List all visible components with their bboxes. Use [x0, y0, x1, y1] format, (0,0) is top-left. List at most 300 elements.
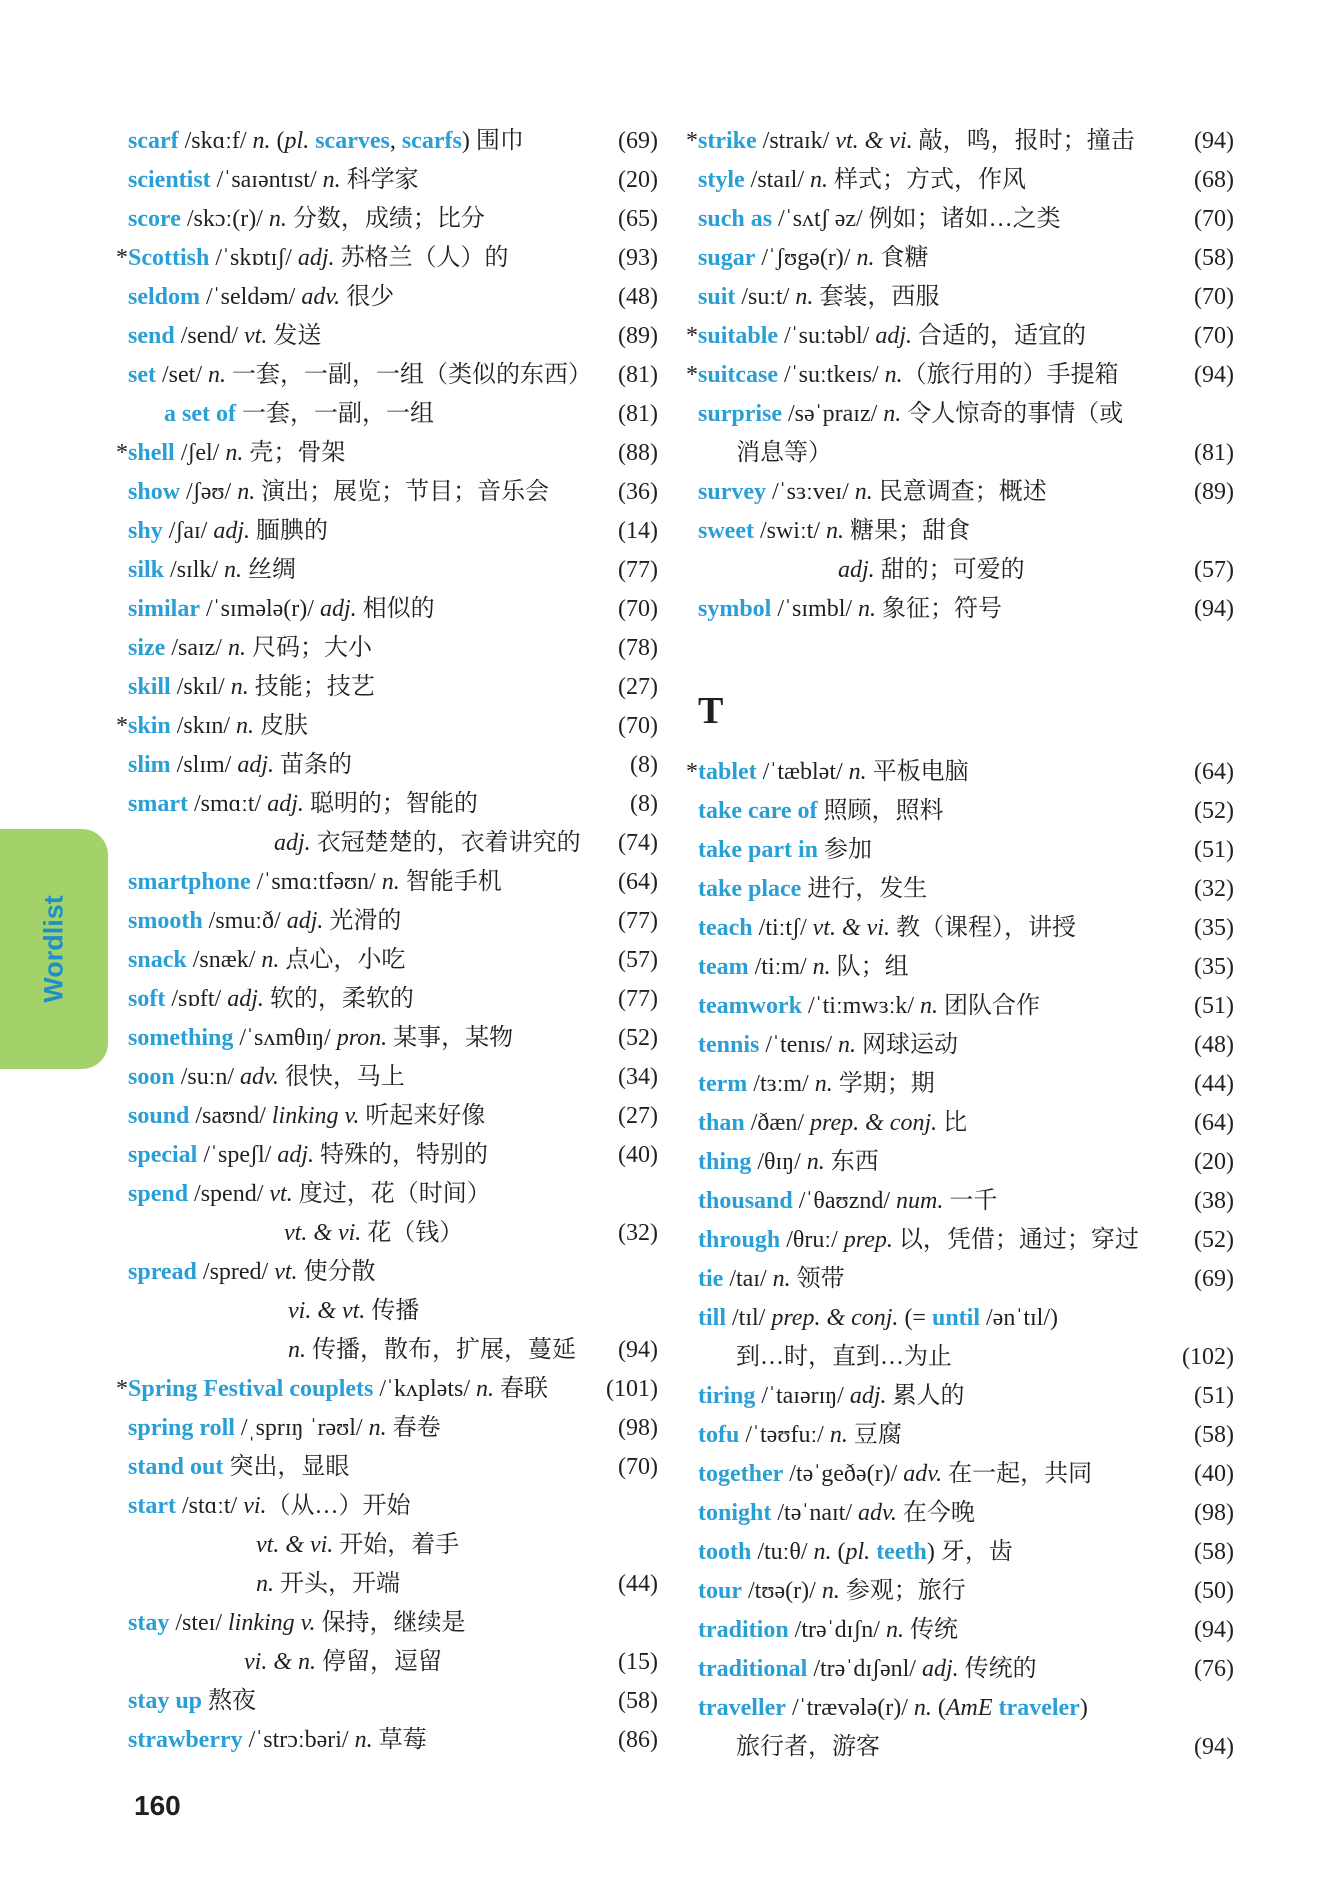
- entry-text: /skɔː(r)/: [180, 206, 269, 232]
- entry-text: 科学家: [340, 167, 419, 193]
- entry-text: 平板电脑: [866, 759, 969, 785]
- headword: suitcase: [698, 362, 778, 388]
- headword: tradition: [698, 1617, 789, 1643]
- headword: soon: [128, 1064, 175, 1090]
- unit-page-ref: (52): [1194, 1227, 1234, 1253]
- entry-line: [698, 434, 1234, 473]
- entry-text: (: [270, 128, 285, 154]
- entry-text: /θruː/: [780, 1227, 844, 1253]
- entry-text: 某事，某物: [387, 1025, 514, 1051]
- entry-line: [128, 1175, 658, 1214]
- entry-line: [698, 831, 1234, 870]
- entry-text: /tɜːm/: [747, 1071, 815, 1097]
- entry-line: [698, 1143, 1234, 1182]
- entry-line: [698, 590, 1234, 629]
- entry-text: （旅行用的）手提箱: [902, 362, 1119, 388]
- entry-text: /ˈθaʊznd/: [792, 1188, 897, 1214]
- entry-line: [698, 909, 1234, 948]
- entry-text: /sɪlk/: [164, 557, 225, 583]
- new-word-asterisk: *: [686, 759, 698, 785]
- entry-text: /stɑːt/: [175, 1493, 244, 1519]
- unit-page-ref: (78): [618, 635, 658, 661]
- headword: tablet: [698, 759, 757, 785]
- entry-line: [698, 1065, 1234, 1104]
- part-of-speech: n.: [261, 947, 280, 973]
- headword: suit: [698, 284, 736, 310]
- unit-page-ref: (70): [618, 1454, 658, 1480]
- part-of-speech: adv.: [903, 1461, 943, 1487]
- s-entries: [686, 122, 1234, 629]
- entry-text: 传播: [365, 1298, 420, 1324]
- entry-text: /ˈsɪmələ(r)/: [200, 596, 320, 622]
- part-of-speech: adj.: [921, 1656, 959, 1682]
- entry-text: /ðæn/: [744, 1110, 811, 1136]
- entry-text: 腼腆的: [250, 518, 329, 544]
- entry-text: /saʊnd/: [189, 1103, 272, 1129]
- part-of-speech: n.: [354, 1727, 373, 1753]
- new-word-asterisk: *: [686, 362, 698, 388]
- headword: skin: [128, 713, 171, 739]
- unit-page-ref: (35): [1194, 954, 1234, 980]
- entry-text: 草莓: [372, 1727, 427, 1753]
- headword: tonight: [698, 1500, 772, 1526]
- entry-line: [698, 200, 1234, 239]
- headword: take part in: [698, 837, 818, 863]
- headword: style: [698, 167, 745, 193]
- entry-line: [128, 278, 658, 317]
- unit-page-ref: (20): [618, 167, 658, 193]
- entry-text: 度过，花（时间）: [292, 1181, 491, 1207]
- entry-text: /send/: [174, 323, 245, 349]
- entry-text: /ˈkʌpləts/: [373, 1376, 476, 1402]
- entry-text: (: [931, 1695, 946, 1721]
- entry-text: 衣冠楚楚的，衣着讲究的: [310, 830, 581, 856]
- headword: term: [698, 1071, 748, 1097]
- headword: sugar: [698, 245, 756, 271]
- entry-line: [128, 317, 658, 356]
- part-of-speech: adj.: [286, 908, 324, 934]
- entry-line: [128, 941, 658, 980]
- entry-line: [698, 1221, 1234, 1260]
- part-of-speech: AmE: [945, 1695, 993, 1721]
- headword: scarfs: [401, 128, 462, 154]
- entry-text: /saɪz/: [165, 635, 228, 661]
- headword: seldom: [128, 284, 200, 310]
- part-of-speech: n.: [288, 1337, 306, 1363]
- headword: scarf: [128, 128, 179, 154]
- entry-text: /ˈsɪmbl/: [771, 596, 859, 622]
- part-of-speech: n.: [814, 1071, 833, 1097]
- unit-page-ref: (51): [1194, 837, 1234, 863]
- part-of-speech: vt. & vi.: [812, 915, 890, 941]
- entry-line: [128, 1409, 658, 1448]
- headword: shy: [128, 518, 163, 544]
- entry-line: [128, 1565, 658, 1604]
- unit-page-ref: (88): [618, 440, 658, 466]
- side-tab-label: Wordlist: [38, 895, 69, 1003]
- unit-page-ref: (89): [1194, 479, 1234, 505]
- part-of-speech: linking v.: [271, 1103, 360, 1129]
- entry-line: [128, 1721, 658, 1760]
- headword: snack: [128, 947, 187, 973]
- entry-text: /ˈtiːmwɜːk/: [801, 993, 921, 1019]
- entry-text: 合适的，适宜的: [912, 323, 1087, 349]
- entry-line: [698, 1455, 1234, 1494]
- unit-page-ref: (35): [1194, 915, 1234, 941]
- part-of-speech: n.: [252, 128, 271, 154]
- entry-text: /swiːt/: [753, 518, 826, 544]
- entry-text: /slɪm/: [170, 752, 238, 778]
- entry-text: /ʃaɪ/: [162, 518, 214, 544]
- entry-text: /ˈsɜːveɪ/: [766, 479, 855, 505]
- entry-line: [686, 317, 1234, 356]
- part-of-speech: adj.: [319, 596, 357, 622]
- entry-line: [128, 1448, 658, 1487]
- headword: traveler: [998, 1695, 1080, 1721]
- entry-line: [698, 1299, 1234, 1338]
- part-of-speech: vi. & n.: [244, 1649, 316, 1675]
- entry-text: 到…时，直到…为止: [736, 1344, 952, 1370]
- headword: spring roll: [128, 1415, 235, 1441]
- headword: start: [128, 1493, 176, 1519]
- unit-page-ref: (94): [1194, 128, 1234, 154]
- entry-text: 豆腐: [847, 1422, 902, 1448]
- unit-page-ref: (81): [618, 362, 658, 388]
- unit-page-ref: (51): [1194, 993, 1234, 1019]
- entry-line: [128, 629, 658, 668]
- entry-text: 传播，散布，扩展，蔓延: [306, 1337, 576, 1363]
- entry-line: [116, 707, 658, 746]
- unit-page-ref: (8): [630, 752, 658, 778]
- headword: tiring: [698, 1383, 756, 1409]
- part-of-speech: n.: [227, 635, 246, 661]
- unit-page-ref: (44): [1194, 1071, 1234, 1097]
- entry-text: 很快，马上: [278, 1064, 405, 1090]
- part-of-speech: n.: [230, 674, 249, 700]
- unit-page-ref: (36): [618, 479, 658, 505]
- part-of-speech: n.: [856, 245, 875, 271]
- entry-text: /ˈtəʊfuː/: [739, 1422, 830, 1448]
- entry-text: ,: [389, 128, 402, 154]
- headword: traveller: [698, 1695, 786, 1721]
- entry-text: 传统: [903, 1617, 958, 1643]
- part-of-speech: adj.: [274, 830, 311, 856]
- part-of-speech: adj.: [297, 245, 335, 271]
- headword: tofu: [698, 1422, 740, 1448]
- part-of-speech: n.: [848, 759, 867, 785]
- entry-text: /smuːð/: [202, 908, 287, 934]
- part-of-speech: n.: [858, 596, 877, 622]
- headword: sweet: [698, 518, 754, 544]
- entry-text: （从…）开始: [266, 1493, 411, 1519]
- entry-text: 突出，显眼: [223, 1454, 350, 1480]
- entry-text: /steɪ/: [169, 1610, 229, 1636]
- entry-text: /skɪn/: [170, 713, 237, 739]
- entry-text: /ˈsmɑːtfəʊn/: [250, 869, 382, 895]
- entry-text: 进行，发生: [801, 876, 928, 902]
- entry-text: /set/: [155, 362, 208, 388]
- entry-text: /ˈsuːtkeɪs/: [778, 362, 885, 388]
- entry-text: 传统的: [958, 1656, 1037, 1682]
- entry-text: /ˈʃʊgə(r)/: [755, 245, 857, 271]
- unit-page-ref: (70): [1194, 206, 1234, 232]
- part-of-speech: vi.: [243, 1493, 267, 1519]
- part-of-speech: adv.: [301, 284, 341, 310]
- entry-text: 停留，逗留: [316, 1649, 442, 1675]
- entry-text: (=: [898, 1305, 932, 1331]
- entry-text: 春联: [494, 1376, 548, 1402]
- headword: show: [128, 479, 181, 505]
- entry-text: /ˈspeʃl/: [197, 1142, 278, 1168]
- part-of-speech: n.: [825, 518, 844, 544]
- entry-line: [698, 473, 1234, 512]
- entry-text: 软的，柔软的: [263, 986, 414, 1012]
- entry-text: 旅行者，游客: [736, 1734, 880, 1760]
- part-of-speech: n.: [322, 167, 341, 193]
- entry-text: 开始，着手: [333, 1532, 460, 1558]
- entry-text: 发送: [267, 323, 322, 349]
- new-word-asterisk: *: [116, 1376, 128, 1402]
- headword: till: [698, 1305, 726, 1331]
- entry-text: 在一起，共同: [942, 1461, 1093, 1487]
- headword: than: [698, 1110, 745, 1136]
- entry-line: [686, 753, 1234, 792]
- entry-text: /sɒft/: [165, 986, 228, 1012]
- entry-text: (: [831, 1539, 846, 1565]
- entry-line: [128, 395, 658, 434]
- entry-text: /səˈpraɪz/: [782, 401, 884, 427]
- headword: stay up: [128, 1688, 203, 1714]
- entry-text: 教（课程），讲授: [889, 915, 1076, 941]
- entry-text: 在今晚: [896, 1500, 975, 1526]
- headword: surprise: [698, 401, 782, 427]
- unit-page-ref: (40): [1194, 1461, 1234, 1487]
- entry-text: 丝绸: [242, 557, 297, 583]
- entry-text: 学期；期: [832, 1071, 935, 1097]
- part-of-speech: pl.: [845, 1539, 871, 1565]
- page-number: 160: [134, 1790, 181, 1821]
- unit-page-ref: (76): [1194, 1656, 1234, 1682]
- entry-text: /suːn/: [174, 1064, 241, 1090]
- entry-text: /tɪl/: [726, 1305, 772, 1331]
- part-of-speech: num.: [896, 1188, 944, 1214]
- part-of-speech: pron.: [336, 1025, 388, 1051]
- entry-line: [128, 1019, 658, 1058]
- unit-page-ref: (52): [1194, 798, 1234, 824]
- entry-text: /θɪŋ/: [751, 1149, 807, 1175]
- entry-text: /straɪk/: [756, 128, 836, 154]
- entry-text: 甜的；可爱的: [874, 557, 1025, 583]
- entry-text: 一套，一副，一组: [235, 401, 434, 427]
- entry-text: 团队合作: [938, 993, 1041, 1019]
- entry-text: 网球运动: [856, 1032, 959, 1058]
- entry-line: [128, 668, 658, 707]
- part-of-speech: n.: [237, 479, 256, 505]
- part-of-speech: n.: [225, 440, 244, 466]
- part-of-speech: adv.: [240, 1064, 279, 1090]
- headword: tie: [698, 1266, 724, 1292]
- unit-page-ref: (20): [1194, 1149, 1234, 1175]
- entry-line: [128, 122, 658, 161]
- entry-line: [128, 980, 658, 1019]
- entry-line: [128, 200, 658, 239]
- unit-page-ref: (94): [1194, 1617, 1234, 1643]
- unit-page-ref: (70): [618, 596, 658, 622]
- headword: a set of: [164, 401, 236, 427]
- part-of-speech: n.: [920, 993, 939, 1019]
- entry-text: 消息等）: [736, 440, 832, 466]
- headword: stand out: [128, 1454, 224, 1480]
- entry-text: /suːt/: [735, 284, 796, 310]
- headword: shell: [128, 440, 175, 466]
- headword: skill: [128, 674, 171, 700]
- entry-text: 一套，一副，一组（类似的东西）: [225, 362, 592, 388]
- entry-text: 演出；展览；节目；音乐会: [255, 479, 550, 505]
- entry-text: 尺码；大小: [245, 635, 372, 661]
- entry-text: /ˈtæblət/: [756, 759, 849, 785]
- entry-line: [128, 1292, 658, 1331]
- part-of-speech: n.: [812, 954, 831, 980]
- headword: scientist: [128, 167, 211, 193]
- part-of-speech: n.: [885, 1617, 904, 1643]
- part-of-speech: n.: [795, 284, 814, 310]
- headword: scarves: [315, 128, 390, 154]
- entry-line: [698, 1104, 1234, 1143]
- headword: thing: [698, 1149, 752, 1175]
- unit-page-ref: (14): [618, 518, 658, 544]
- unit-page-ref: (74): [618, 830, 658, 856]
- part-of-speech: n.: [236, 713, 255, 739]
- section-letter: T: [698, 690, 724, 732]
- headword: teeth: [876, 1539, 927, 1565]
- part-of-speech: adj.: [227, 986, 264, 1012]
- entry-line: [128, 473, 658, 512]
- unit-page-ref: (70): [1194, 323, 1234, 349]
- entry-text: 样式；方式，作风: [828, 167, 1026, 193]
- entry-line: [698, 1338, 1234, 1377]
- unit-page-ref: (77): [618, 557, 658, 583]
- entry-text: 皮肤: [254, 713, 309, 739]
- headword: team: [698, 954, 749, 980]
- entry-text: 分数，成绩；比分: [286, 206, 485, 232]
- entry-text: 照顾，照料: [817, 798, 944, 824]
- entry-line: [698, 278, 1234, 317]
- unit-page-ref: (70): [1194, 284, 1234, 310]
- new-word-asterisk: *: [116, 713, 128, 739]
- headword: together: [698, 1461, 784, 1487]
- unit-page-ref: (101): [606, 1376, 658, 1402]
- entry-line: [128, 824, 658, 863]
- headword: take place: [698, 876, 802, 902]
- unit-page-ref: (64): [618, 869, 658, 895]
- unit-page-ref: (98): [1194, 1500, 1234, 1526]
- headword: survey: [698, 479, 766, 505]
- entry-line: [116, 239, 658, 278]
- entry-line: [128, 785, 658, 824]
- left-column: [116, 122, 658, 1760]
- entry-text: 民意调查；概述: [872, 479, 1047, 505]
- new-word-asterisk: *: [686, 323, 698, 349]
- entry-line: [698, 1416, 1234, 1455]
- entry-text: /skɪl/: [170, 674, 231, 700]
- part-of-speech: adv.: [858, 1500, 897, 1526]
- unit-page-ref: (51): [1194, 1383, 1234, 1409]
- entry-text: 领带: [790, 1266, 845, 1292]
- headword: special: [128, 1142, 198, 1168]
- unit-page-ref: (8): [630, 791, 658, 817]
- part-of-speech: n.: [913, 1695, 932, 1721]
- headword: spread: [128, 1259, 197, 1285]
- unit-page-ref: (44): [618, 1571, 658, 1597]
- headword: tour: [698, 1578, 742, 1604]
- entry-text: /ʃəʊ/: [180, 479, 238, 505]
- part-of-speech: n.: [813, 1539, 832, 1565]
- headword: suitable: [698, 323, 779, 349]
- entry-text: 点心，小吃: [279, 947, 406, 973]
- entry-text: /smɑːt/: [187, 791, 268, 817]
- part-of-speech: n.: [381, 869, 400, 895]
- unit-page-ref: (77): [618, 908, 658, 934]
- entry-text: /ənˈtɪl/): [980, 1305, 1058, 1331]
- entry-line: [128, 1526, 658, 1565]
- entry-text: /ˈsaɪəntɪst/: [210, 167, 323, 193]
- unit-page-ref: (38): [1194, 1188, 1234, 1214]
- part-of-speech: adj.: [237, 752, 275, 778]
- entry-text: /tʊə(r)/: [742, 1578, 822, 1604]
- unit-page-ref: (94): [1194, 362, 1234, 388]
- entry-text: 光滑的: [323, 908, 402, 934]
- unit-page-ref: (57): [618, 947, 658, 973]
- entry-line: [698, 792, 1234, 831]
- unit-page-ref: (57): [1194, 557, 1234, 583]
- headword: size: [128, 635, 166, 661]
- headword: sound: [128, 1103, 190, 1129]
- entry-text: 东西: [824, 1149, 879, 1175]
- entry-line: [128, 1487, 658, 1526]
- unit-page-ref: (69): [1194, 1266, 1234, 1292]
- headword: slim: [128, 752, 171, 778]
- entry-line: [128, 590, 658, 629]
- part-of-speech: prep. & conj.: [810, 1110, 938, 1136]
- unit-page-ref: (58): [618, 1688, 658, 1714]
- new-word-asterisk: *: [116, 245, 128, 271]
- unit-page-ref: (27): [618, 1103, 658, 1129]
- part-of-speech: vt.: [269, 1181, 293, 1207]
- entry-line: [128, 1604, 658, 1643]
- entry-line: [128, 1058, 658, 1097]
- entry-line: [698, 1494, 1234, 1533]
- entry-line: [698, 1377, 1234, 1416]
- entry-line: [698, 1182, 1234, 1221]
- headword: teamwork: [698, 993, 802, 1019]
- entry-line: [698, 948, 1234, 987]
- entry-text: ) 牙，齿: [926, 1539, 1013, 1565]
- entry-line: [128, 512, 658, 551]
- unit-page-ref: (89): [618, 323, 658, 349]
- part-of-speech: n.: [883, 401, 902, 427]
- unit-page-ref: (32): [618, 1220, 658, 1246]
- entry-text: 一千: [943, 1188, 998, 1214]
- entry-text: 象征；符号: [876, 596, 1003, 622]
- headword: take care of: [698, 798, 818, 824]
- entry-text: 令人惊奇的事情（或: [901, 401, 1124, 427]
- entry-text: 队；组: [830, 954, 909, 980]
- unit-page-ref: (68): [1194, 167, 1234, 193]
- unit-page-ref: (58): [1194, 1422, 1234, 1448]
- entry-text: 特殊的，特别的: [313, 1142, 488, 1168]
- unit-page-ref: (98): [618, 1415, 658, 1441]
- unit-page-ref: (64): [1194, 759, 1234, 785]
